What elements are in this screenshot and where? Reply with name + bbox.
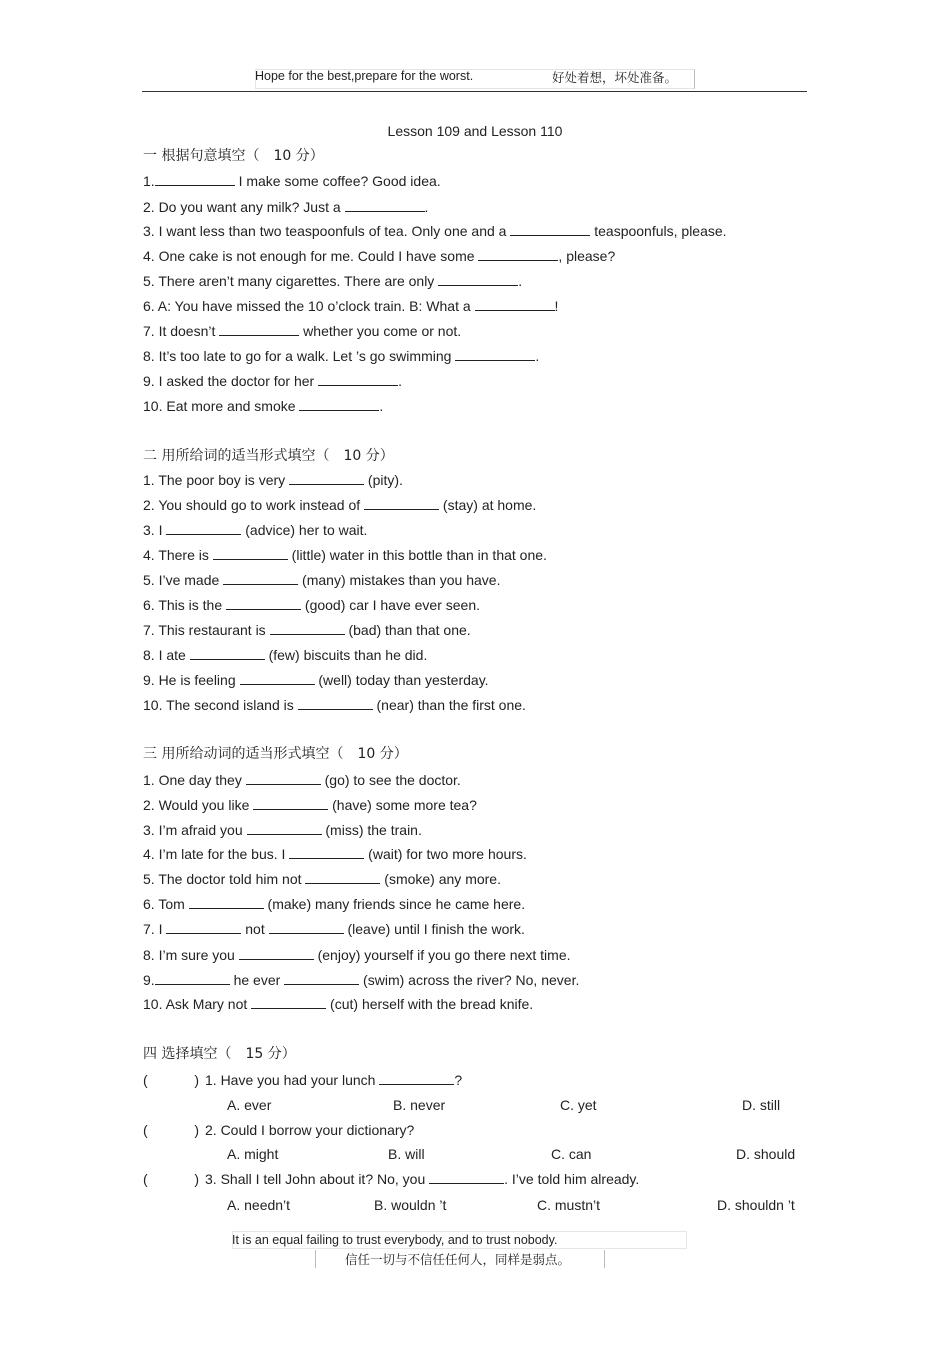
question-line — [143, 199, 428, 215]
question-text: he ever — [229, 972, 285, 988]
footer-quote-en: It is an equal failing to trust everybody, and to trust nobody. — [232, 1233, 558, 1247]
answer-blank[interactable] — [246, 772, 321, 785]
section-heading — [143, 145, 324, 165]
question-line — [143, 697, 526, 713]
question-text: ! — [554, 298, 559, 314]
choice-stem: 3. Shall I tell John about it? No, you — [205, 1171, 430, 1187]
answer-blank[interactable] — [364, 497, 439, 510]
question-text: (smoke) any more. — [380, 871, 501, 887]
choice-option[interactable]: D. should — [736, 1146, 796, 1162]
choice-stem: 1. Have you had your lunch — [205, 1072, 380, 1088]
question-text: 9. — [143, 972, 155, 988]
question-line — [143, 373, 402, 389]
question-text: (swim) across the river? No, never. — [359, 972, 580, 988]
answer-blank[interactable] — [289, 846, 364, 859]
question-text: (make) many friends since he came here. — [263, 896, 526, 912]
answer-blank[interactable] — [189, 896, 264, 909]
answer-bracket[interactable]: ( ) — [143, 1072, 199, 1088]
choice-option[interactable]: A. might — [227, 1146, 279, 1162]
question-line — [143, 273, 522, 289]
question-line — [143, 497, 536, 513]
answer-blank[interactable] — [305, 871, 380, 884]
question-text: whether you come or not. — [299, 323, 462, 339]
question-text: 10. Ask Mary not — [143, 996, 252, 1012]
question-text: 6. Tom — [143, 896, 189, 912]
choice-question — [143, 1122, 414, 1138]
answer-blank[interactable] — [226, 597, 301, 610]
question-line — [143, 597, 480, 613]
answer-blank[interactable] — [247, 822, 322, 835]
question-text: 5. The doctor told him not — [143, 871, 306, 887]
question-text: (wait) for two more hours. — [364, 846, 527, 862]
question-text: 3. I’m afraid you — [143, 822, 247, 838]
section-score: 10 分） — [357, 746, 408, 762]
question-text: 5. There aren’t many cigarettes. There are only — [143, 273, 439, 289]
question-text: (pity). — [364, 472, 403, 488]
question-text: . — [379, 398, 384, 414]
header-rule — [142, 91, 807, 92]
choice-option[interactable]: B. never — [393, 1097, 446, 1113]
question-text: , please? — [558, 248, 616, 264]
answer-blank[interactable] — [269, 921, 344, 934]
answer-blank[interactable] — [166, 921, 241, 934]
question-text: (stay) at home. — [439, 497, 537, 513]
question-text: 3. I — [143, 522, 167, 538]
choice-stem-tail: . I’ve told him already. — [504, 1171, 640, 1187]
answer-blank[interactable] — [166, 522, 241, 535]
question-line — [143, 797, 477, 813]
answer-blank[interactable] — [253, 797, 328, 810]
choice-option[interactable]: A. needn’t — [227, 1197, 291, 1213]
question-line — [143, 348, 539, 364]
question-line — [143, 223, 727, 239]
question-text: . — [518, 273, 523, 289]
choice-option[interactable]: A. ever — [227, 1097, 272, 1113]
answer-blank[interactable] — [478, 248, 558, 261]
answer-blank[interactable] — [155, 972, 230, 985]
answer-blank[interactable] — [155, 173, 235, 186]
question-text: I make some coffee? Good idea. — [234, 173, 441, 189]
question-line — [143, 972, 579, 988]
question-text: (well) today than yesterday. — [314, 672, 489, 688]
question-line — [143, 398, 383, 414]
section-score: 15 分） — [245, 1046, 296, 1062]
answer-blank[interactable] — [455, 348, 535, 361]
choice-option[interactable]: B. will — [388, 1146, 425, 1162]
section-heading-text: 三 用所给动词的适当形式填空（ — [143, 746, 344, 762]
question-text: 1. The poor boy is very — [143, 472, 290, 488]
choice-question — [143, 1072, 462, 1088]
answer-blank[interactable] — [190, 647, 265, 660]
question-text: 8. I’m sure you — [143, 947, 239, 963]
footer-divider-left — [315, 1250, 316, 1268]
question-text: 2. Would you like — [143, 797, 254, 813]
question-text: 7. It doesn’t — [143, 323, 220, 339]
answer-blank[interactable] — [475, 298, 555, 311]
question-text: 2. You should go to work instead of — [143, 497, 365, 513]
answer-blank[interactable] — [345, 199, 425, 212]
answer-blank[interactable] — [438, 273, 518, 286]
question-line — [143, 647, 427, 663]
question-text: 10. The second island is — [143, 697, 298, 713]
question-text: (advice) her to wait. — [241, 522, 368, 538]
choice-option[interactable]: C. mustn’t — [537, 1197, 601, 1213]
question-line — [143, 996, 533, 1012]
answer-bracket[interactable]: ( ) — [143, 1122, 199, 1138]
answer-blank[interactable] — [379, 1072, 454, 1085]
question-text: 2. Do you want any milk? Just a — [143, 199, 345, 215]
question-text: 9. I asked the doctor for her — [143, 373, 319, 389]
question-text: 4. One cake is not enough for me. Could I have some — [143, 248, 479, 264]
question-text: (cut) herself with the bread knife. — [326, 996, 534, 1012]
question-text: 6. A: You have missed the 10 o’clock train. B: What a — [143, 298, 475, 314]
answer-blank[interactable] — [270, 622, 345, 635]
question-text: (bad) than that one. — [344, 622, 471, 638]
question-text: (miss) the train. — [321, 822, 422, 838]
question-text: 9. He is feeling — [143, 672, 240, 688]
question-text: (many) mistakes than you have. — [298, 572, 501, 588]
question-text: not — [241, 921, 269, 937]
question-line — [143, 173, 441, 189]
answer-blank[interactable] — [240, 672, 315, 685]
section-heading — [143, 743, 408, 763]
question-line — [143, 846, 527, 862]
question-text: (enjoy) yourself if you go there next time. — [313, 947, 571, 963]
question-text: 7. This restaurant is — [143, 622, 270, 638]
question-line — [143, 572, 500, 588]
question-line — [143, 871, 501, 887]
page-title: Lesson 109 and Lesson 110 — [387, 123, 563, 139]
question-text: teaspoonfuls, please. — [590, 223, 727, 239]
section-heading-text: 四 选择填空（ — [143, 1046, 232, 1062]
question-text: . — [535, 348, 540, 364]
question-line — [143, 772, 461, 788]
question-text: 6. This is the — [143, 597, 227, 613]
answer-blank[interactable] — [299, 398, 379, 411]
question-line — [143, 622, 471, 638]
choice-option[interactable]: D. shouldn ’t — [717, 1197, 795, 1213]
question-text: . — [398, 373, 402, 389]
question-text: 4. There is — [143, 547, 213, 563]
question-line — [143, 672, 489, 688]
section-heading — [143, 445, 394, 465]
question-text: 1. One day they — [143, 772, 246, 788]
question-text: (have) some more tea? — [328, 797, 477, 813]
question-text: (leave) until I finish the work. — [343, 921, 525, 937]
choice-option[interactable]: D. still — [742, 1097, 781, 1113]
answer-bracket[interactable]: ( ) — [143, 1171, 199, 1187]
footer-quote-cn: 信任一切与不信任任何人，同样是弱点。 — [345, 1252, 571, 1267]
question-text: (few) biscuits than he did. — [264, 647, 428, 663]
answer-blank[interactable] — [251, 996, 326, 1009]
section-heading — [143, 1043, 296, 1063]
question-line — [143, 323, 461, 339]
choice-stem-tail: ? — [454, 1072, 463, 1088]
question-line — [143, 921, 525, 937]
answer-blank[interactable] — [289, 472, 364, 485]
question-text: (little) water in this bottle than in that one. — [287, 547, 547, 563]
question-text: . — [424, 199, 429, 215]
answer-blank[interactable] — [223, 572, 298, 585]
answer-blank[interactable] — [213, 547, 288, 560]
question-line — [143, 822, 422, 838]
question-text: 1. — [143, 173, 155, 189]
choice-option[interactable]: B. wouldn ’t — [374, 1197, 447, 1213]
page-header — [255, 69, 695, 89]
question-text: (near) than the first one. — [372, 697, 526, 713]
question-line — [143, 522, 367, 538]
question-line — [143, 947, 571, 963]
answer-blank[interactable] — [429, 1171, 504, 1184]
choice-question — [143, 1171, 639, 1187]
answer-blank[interactable] — [239, 947, 314, 960]
question-text: 8. It’s too late to go for a walk. Let ’s go swimming — [143, 348, 456, 364]
footer-divider-right — [604, 1250, 605, 1268]
question-text: 4. I’m late for the bus. I — [143, 846, 290, 862]
choice-option[interactable]: C. can — [551, 1146, 592, 1162]
question-text: (good) car I have ever seen. — [301, 597, 481, 613]
header-motto-en: Hope for the best,prepare for the worst. — [255, 69, 474, 83]
answer-blank[interactable] — [284, 972, 359, 985]
header-motto-cn: 好处着想，坏处准备。 — [552, 70, 678, 85]
choice-option[interactable]: C. yet — [560, 1097, 597, 1113]
question-line — [143, 472, 403, 488]
section-heading-text: 二 用所给词的适当形式填空（ — [143, 448, 330, 464]
answer-blank[interactable] — [298, 697, 373, 710]
question-text: 5. I’ve made — [143, 572, 224, 588]
question-line — [143, 896, 525, 912]
answer-blank[interactable] — [318, 373, 398, 386]
question-line — [143, 298, 558, 314]
question-text: 10. Eat more and smoke — [143, 398, 300, 414]
section-heading-text: 一 根据句意填空（ — [143, 148, 260, 164]
question-text: 8. I ate — [143, 647, 190, 663]
section-score: 10 分） — [273, 148, 324, 164]
choice-stem: 2. Could I borrow your dictionary? — [205, 1122, 415, 1138]
question-text: 7. I — [143, 921, 167, 937]
question-text: (go) to see the doctor. — [320, 772, 461, 788]
section-score: 10 分） — [343, 448, 394, 464]
question-line — [143, 248, 615, 264]
answer-blank[interactable] — [219, 323, 299, 336]
question-line — [143, 547, 547, 563]
answer-blank[interactable] — [510, 223, 590, 236]
question-text: 3. I want less than two teaspoonfuls of tea. Only one and a — [143, 223, 511, 239]
